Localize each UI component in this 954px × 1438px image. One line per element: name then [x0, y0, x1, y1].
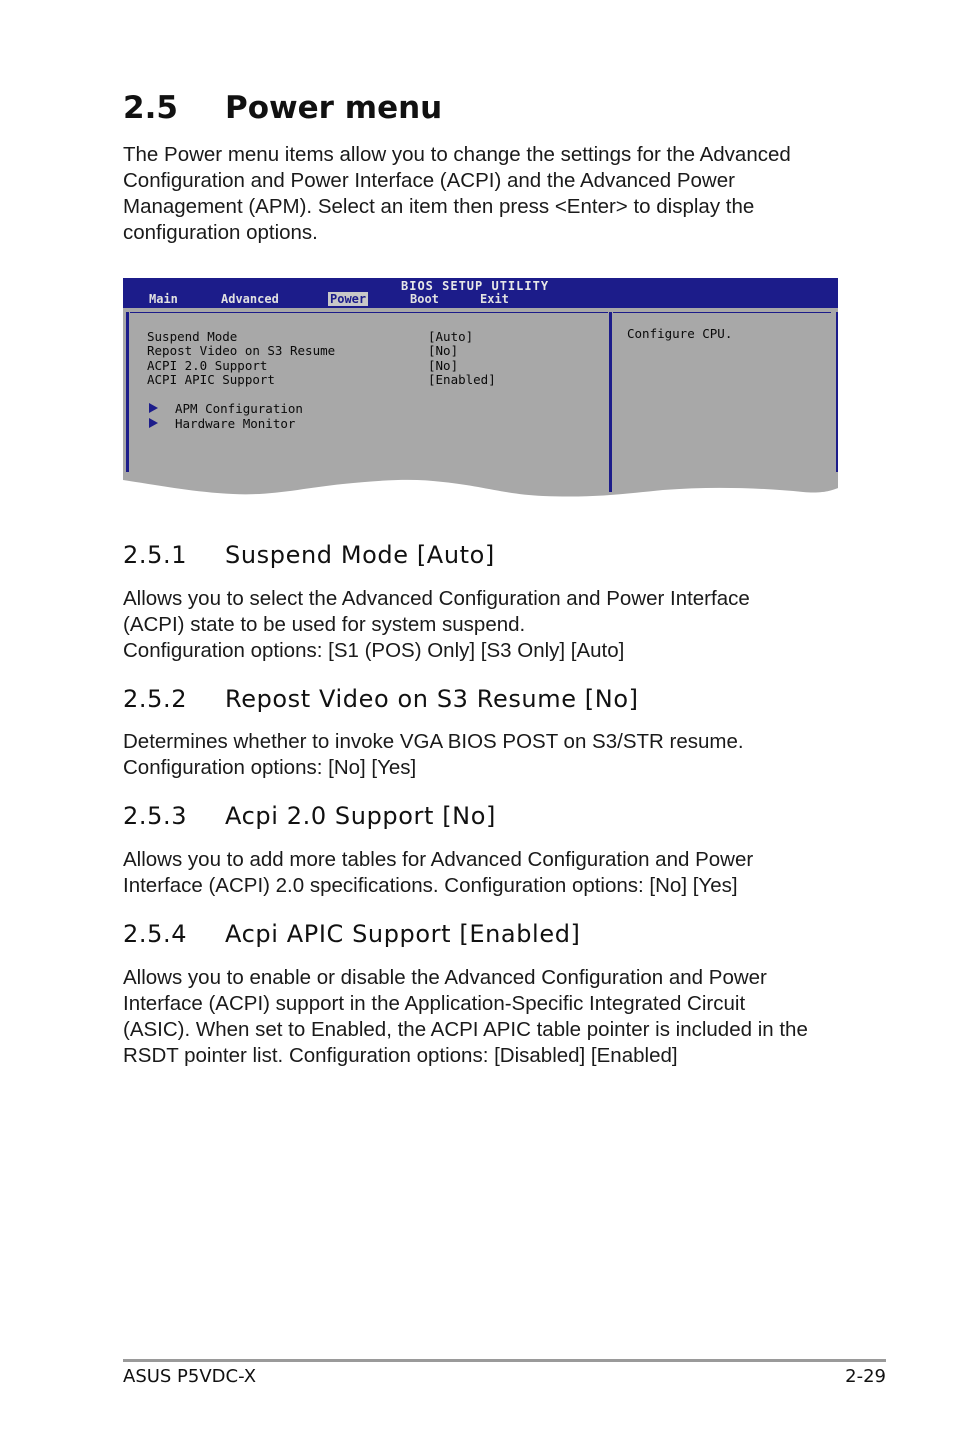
bios-item-value: [Auto]	[428, 329, 474, 344]
body-line: (ASIC). When set to Enabled, the ACPI APIC table pointer is included in the	[123, 1018, 808, 1041]
section-number: 2.5	[123, 90, 178, 126]
section-intro	[123, 142, 843, 246]
submenu-arrow-icon	[149, 403, 158, 413]
body-line: RSDT pointer list. Configuration options: [Disabled] [Enabled]	[123, 1044, 678, 1067]
section-heading	[123, 90, 442, 126]
bios-submenu-item: Hardware Monitor	[175, 416, 296, 431]
bios-submenu-item: APM Configuration	[175, 401, 303, 416]
bios-screenshot	[123, 278, 838, 508]
subsection-body	[123, 586, 843, 664]
intro-line: The Power menu items allow you to change the settings for the Advanced	[123, 143, 791, 166]
body-line: Interface (ACPI) support in the Application-Specific Integrated Circuit	[123, 992, 746, 1015]
bios-menu-power: Power	[330, 292, 367, 306]
bios-help-text: Configure CPU.	[627, 326, 733, 341]
subsection-title: Repost Video on S3 Resume [No]	[225, 685, 639, 713]
body-line: Allows you to add more tables for Advanced Configuration and Power	[123, 848, 754, 871]
bios-menu-exit: Exit	[480, 292, 509, 306]
bios-item-label: Repost Video on S3 Resume	[147, 343, 336, 358]
subsection-heading	[123, 541, 495, 569]
body-line: Determines whether to invoke VGA BIOS POST on S3/STR resume.	[123, 730, 744, 753]
footer-page-number: 2-29	[845, 1366, 886, 1387]
bios-item-value: [No]	[428, 343, 459, 358]
subsection-title: Acpi APIC Support [Enabled]	[225, 920, 581, 948]
bios-item-value: [No]	[428, 358, 459, 373]
intro-line: Management (APM). Select an item then press <Enter> to display the	[123, 195, 755, 218]
footer-rule	[123, 1359, 886, 1362]
bios-menu-bar	[123, 278, 838, 308]
section-title: Power menu	[225, 90, 443, 126]
intro-line: Configuration and Power Interface (ACPI) and the Advanced Power	[123, 169, 735, 192]
submenu-arrow-icon	[149, 418, 158, 428]
subsection-title: Acpi 2.0 Support [No]	[225, 802, 496, 830]
bios-item-label: ACPI 2.0 Support	[147, 358, 268, 373]
subsection-heading	[123, 920, 581, 948]
intro-line: configuration options.	[123, 221, 318, 244]
body-line: Allows you to enable or disable the Advanced Configuration and Power	[123, 966, 767, 989]
bios-item-label: Suspend Mode	[147, 329, 238, 344]
body-line: Configuration options: [S1 (POS) Only] [S3 Only] [Auto]	[123, 639, 625, 662]
subsection-number: 2.5.3	[123, 802, 188, 830]
subsection-number: 2.5.4	[123, 920, 188, 948]
bios-title: BIOS SETUP UTILITY	[401, 279, 550, 293]
subsection-body	[123, 729, 843, 781]
bios-divider	[609, 312, 612, 492]
bios-item-label: ACPI APIC Support	[147, 372, 275, 387]
subsection-body	[123, 965, 843, 1069]
body-line: Interface (ACPI) 2.0 specifications. Configuration options: [No] [Yes]	[123, 874, 738, 897]
bios-frame-line	[130, 312, 608, 313]
footer-product-name: ASUS P5VDC-X	[123, 1366, 257, 1387]
body-line: (ACPI) state to be used for system suspend.	[123, 613, 526, 636]
subsection-number: 2.5.2	[123, 685, 188, 713]
bios-menu-boot: Boot	[410, 292, 439, 306]
bios-frame-line	[613, 312, 831, 313]
torn-edge	[123, 468, 838, 508]
body-line: Allows you to select the Advanced Configuration and Power Interface	[123, 587, 750, 610]
subsection-number: 2.5.1	[123, 541, 188, 569]
body-line: Configuration options: [No] [Yes]	[123, 756, 417, 779]
bios-menu-advanced: Advanced	[221, 292, 279, 306]
subsection-title: Suspend Mode [Auto]	[225, 541, 495, 569]
subsection-body	[123, 847, 843, 899]
bios-menu-main: Main	[149, 292, 178, 306]
bios-item-value: [Enabled]	[428, 372, 496, 387]
subsection-heading	[123, 685, 639, 713]
subsection-heading	[123, 802, 496, 830]
